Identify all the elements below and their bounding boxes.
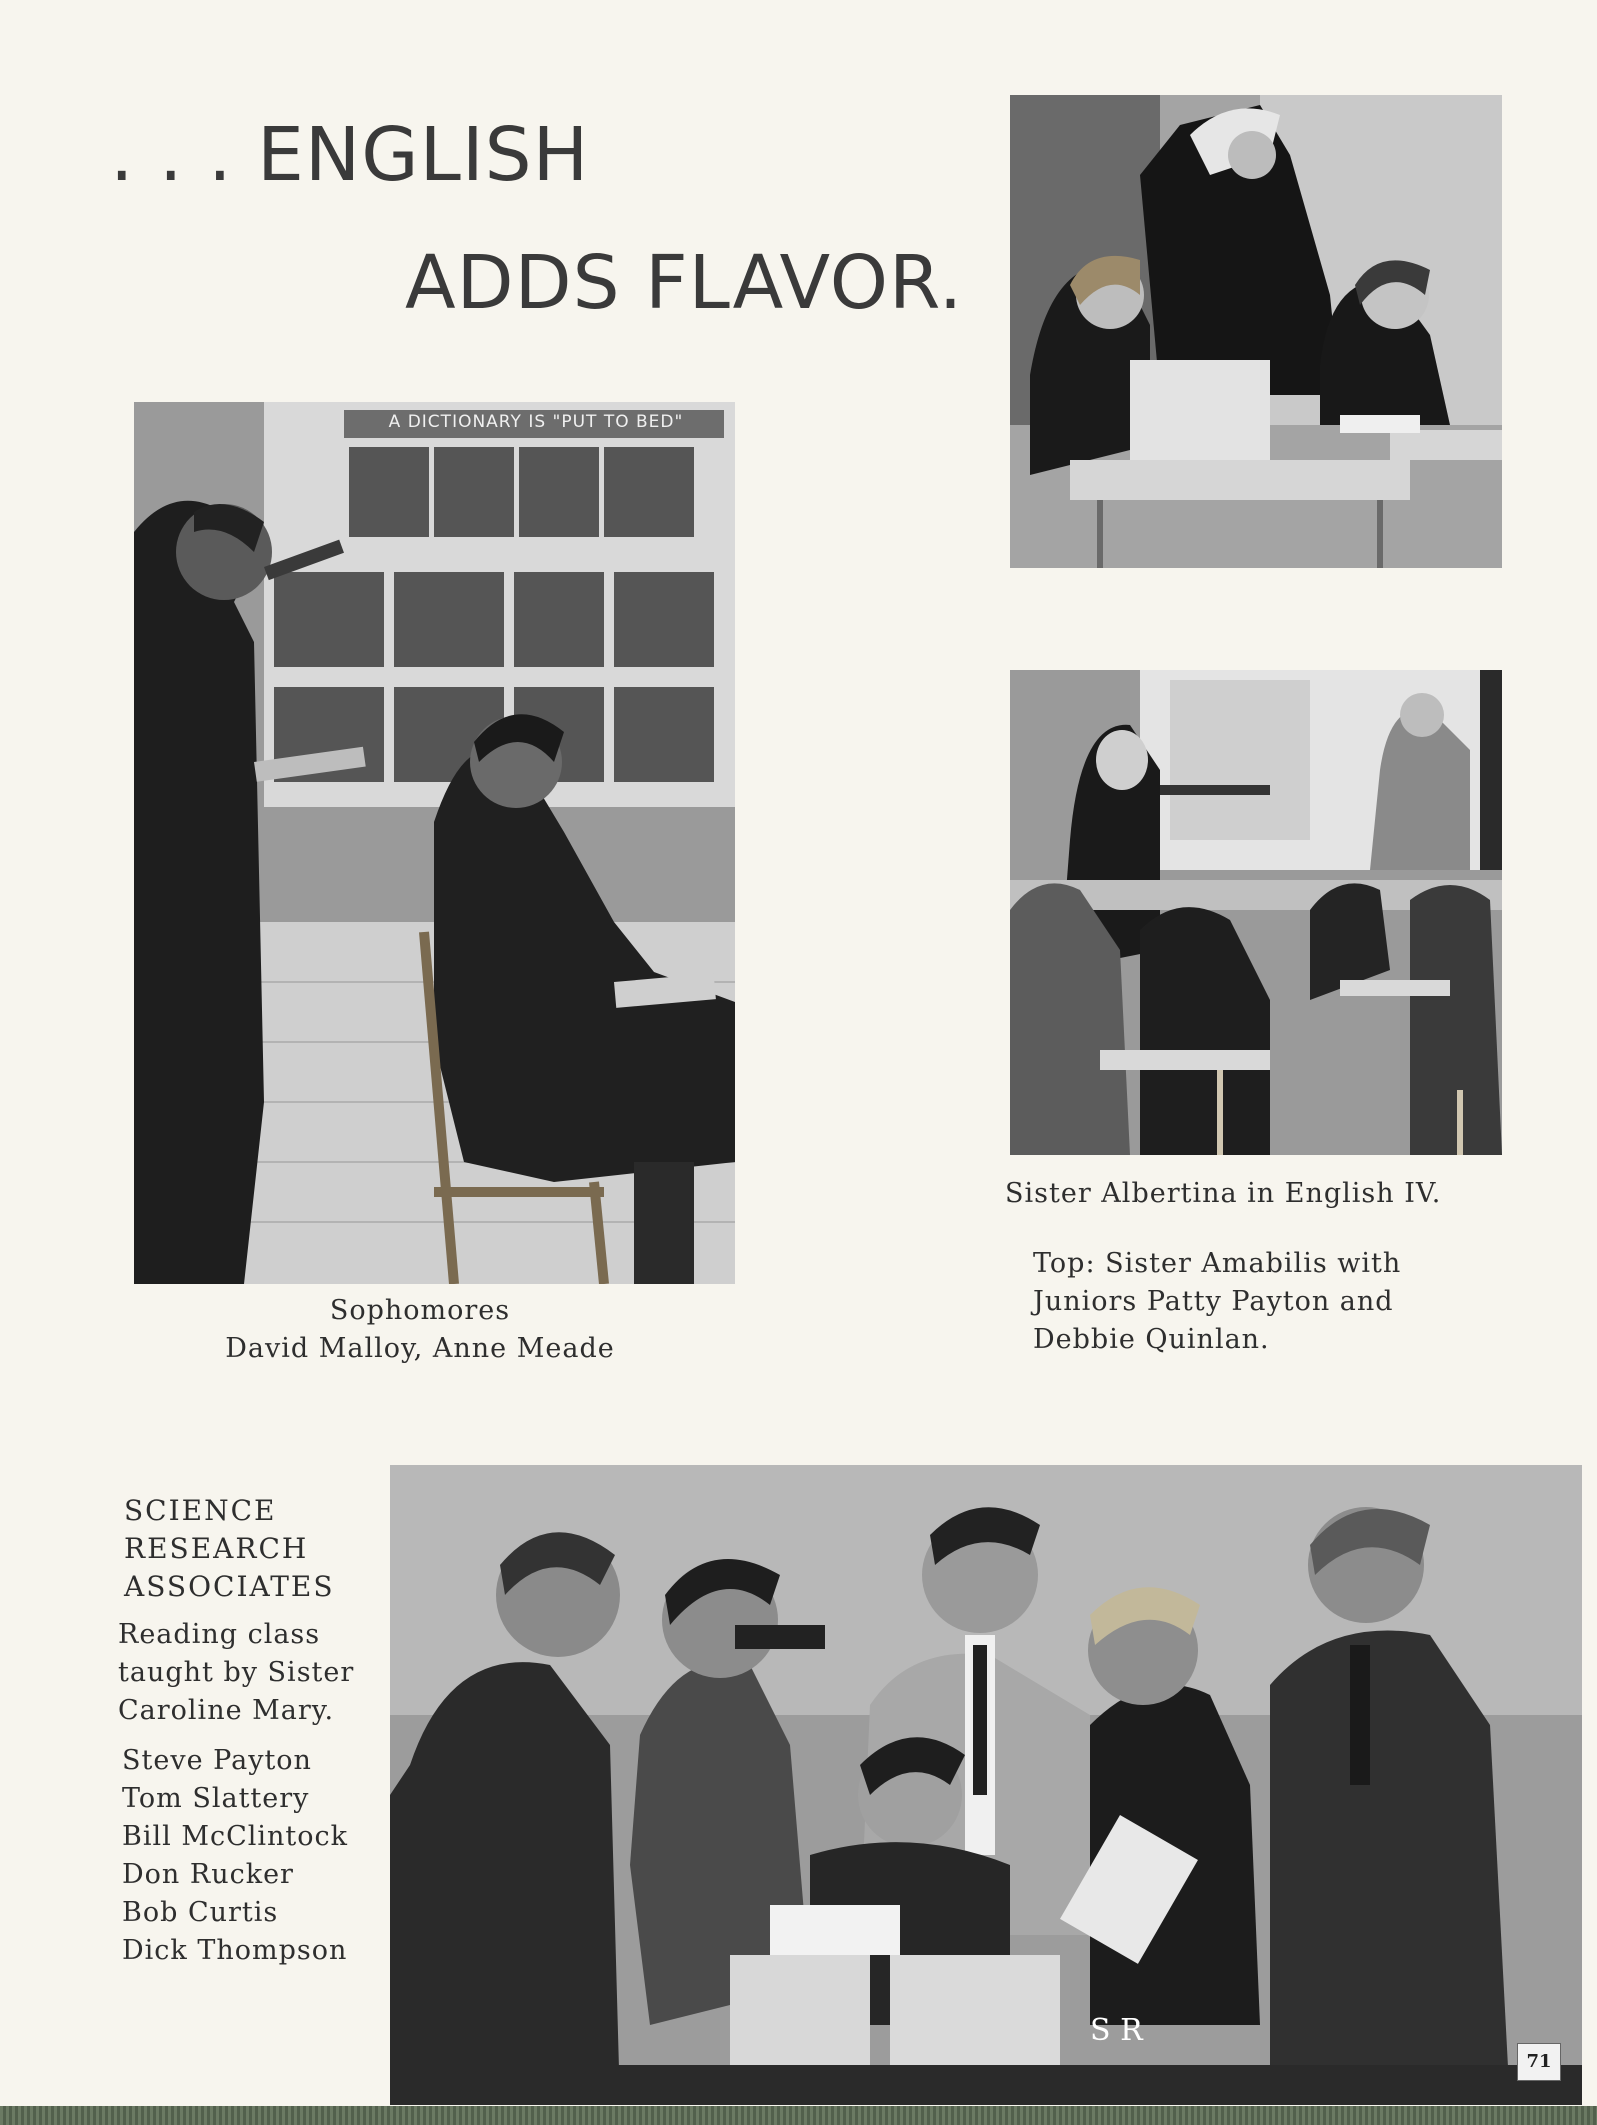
caption-sra-heading-line-1: SCIENCE bbox=[124, 1494, 277, 1527]
student-name: Bob Curtis bbox=[122, 1897, 279, 1928]
student-name: Tom Slattery bbox=[122, 1783, 310, 1814]
sra-box-label bbox=[1090, 2013, 1144, 2048]
student-name: Don Rucker bbox=[122, 1859, 294, 1890]
caption-sra-desc-line-3: Caroline Mary. bbox=[118, 1695, 335, 1726]
caption-sra-desc-line-1: Reading class bbox=[118, 1619, 321, 1650]
photo-dictionary-display bbox=[134, 402, 735, 1284]
photo-amabilis-class bbox=[1010, 95, 1502, 568]
title-line-1: . . . ENGLISH bbox=[110, 112, 590, 198]
title-line-2: ADDS FLAVOR. bbox=[405, 240, 964, 326]
caption-sra-names bbox=[122, 1742, 348, 1970]
svg-text:S R: S R bbox=[1090, 2013, 1143, 2048]
student-name: Dick Thompson bbox=[122, 1935, 348, 1966]
student-name: Steve Payton bbox=[122, 1745, 312, 1776]
caption-sra-description bbox=[118, 1616, 354, 1730]
caption-top-line-2: Juniors Patty Payton and bbox=[1033, 1286, 1394, 1317]
caption-sophomores bbox=[210, 1292, 630, 1368]
caption-sra-heading-line-3: ASSOCIATES bbox=[124, 1570, 335, 1603]
poster-heading: A DICTIONARY IS "PUT TO BED" bbox=[388, 412, 684, 432]
caption-top-photo bbox=[1033, 1245, 1401, 1359]
photo-sra-reading-class bbox=[390, 1465, 1582, 2105]
photo-albertina-class bbox=[1010, 670, 1502, 1155]
caption-sra-desc-line-2: taught by Sister bbox=[118, 1657, 355, 1688]
page-number: 71 bbox=[1517, 2043, 1561, 2081]
page-bottom-edge bbox=[0, 2106, 1597, 2125]
caption-sophomores-line-2: David Malloy, Anne Meade bbox=[225, 1333, 615, 1364]
caption-sra-heading-line-2: RESEARCH bbox=[124, 1532, 309, 1565]
caption-albertina: Sister Albertina in English IV. bbox=[1005, 1178, 1442, 1209]
caption-top-line-3: Debbie Quinlan. bbox=[1033, 1324, 1270, 1355]
caption-sophomores-line-1: Sophomores bbox=[329, 1295, 511, 1326]
student-name: Bill McClintock bbox=[122, 1821, 349, 1852]
caption-sra-heading bbox=[124, 1492, 335, 1606]
caption-top-line-1: Top: Sister Amabilis with bbox=[1033, 1248, 1402, 1279]
